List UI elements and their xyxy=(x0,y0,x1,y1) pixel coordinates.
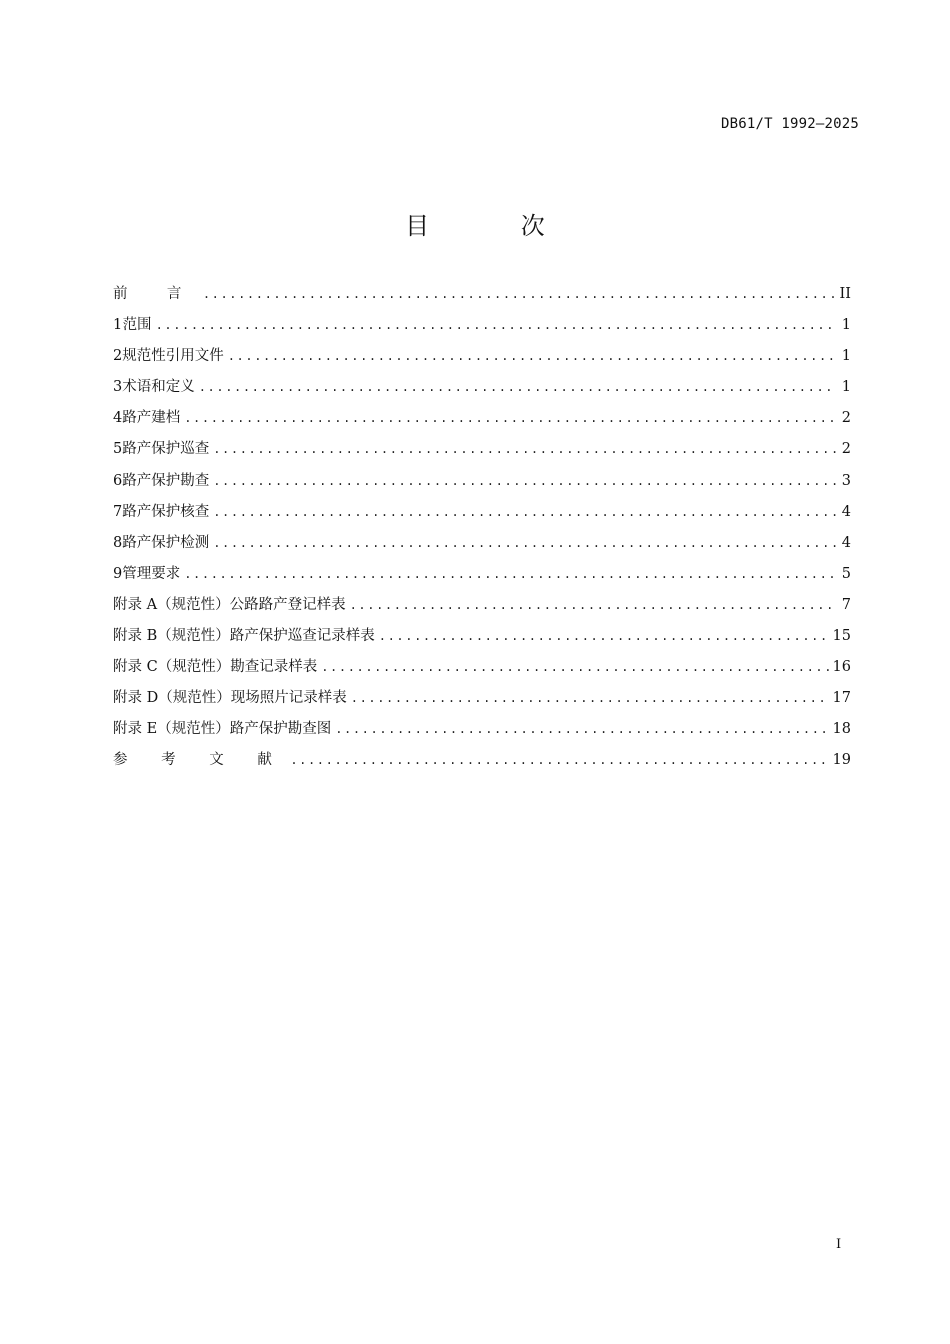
page-title: 目 次 xyxy=(405,212,587,240)
toc-page-number: 3 xyxy=(841,472,851,489)
toc-section-number: 3 xyxy=(113,379,123,396)
toc-section-number: 5 xyxy=(113,441,123,458)
leader-dots xyxy=(290,753,828,767)
toc-annex-id: 附录 C xyxy=(113,659,158,676)
toc-entry-7[interactable] xyxy=(113,500,851,531)
leader-dots xyxy=(350,598,837,612)
leader-dots xyxy=(321,660,828,674)
leader-dots xyxy=(184,567,837,581)
toc-section-number: 8 xyxy=(113,534,123,551)
toc-section-number: 1 xyxy=(113,317,123,334)
toc-section-number: 2 xyxy=(113,348,123,365)
leader-dots xyxy=(213,505,837,519)
page-number: I xyxy=(836,1237,842,1252)
toc-label: 路产建档 xyxy=(122,410,181,427)
toc-page-number: 1 xyxy=(841,348,851,365)
toc-entry-8[interactable] xyxy=(113,531,851,562)
toc-annex-id: 附录 A xyxy=(113,596,158,613)
toc-annex-id: 附录 B xyxy=(113,628,158,645)
toc-annex-type: （规范性） xyxy=(157,659,231,676)
toc-label: 前 言 xyxy=(113,286,199,302)
toc-entry-4[interactable] xyxy=(113,406,851,437)
toc-annex-id: 附录 D xyxy=(113,690,159,707)
toc-page-number: 7 xyxy=(841,596,851,613)
leader-dots xyxy=(335,722,828,736)
toc-label: 现场照片记录样表 xyxy=(230,690,347,707)
toc-section-number: 6 xyxy=(113,472,123,489)
toc-entry-6[interactable] xyxy=(113,469,851,500)
leader-dots xyxy=(156,318,837,332)
toc-page-number: 1 xyxy=(841,379,851,396)
toc-entry-annex-a[interactable] xyxy=(113,593,851,624)
toc-page-number: 4 xyxy=(841,503,851,520)
toc-annex-type: （规范性） xyxy=(157,596,230,613)
toc-label: 公路路产登记样表 xyxy=(229,596,346,613)
toc-section-number: 9 xyxy=(113,565,123,582)
toc-page-number: 2 xyxy=(841,441,851,458)
table-of-contents xyxy=(113,282,851,780)
toc-section-number: 4 xyxy=(113,410,123,427)
toc-page-number: 5 xyxy=(841,565,851,582)
toc-entry-9[interactable] xyxy=(113,562,851,593)
toc-entry-annex-e[interactable] xyxy=(113,717,851,748)
document-code: DB61/T 1992—2025 xyxy=(720,116,859,132)
toc-entry-1[interactable] xyxy=(113,313,851,344)
toc-label: 规范性引用文件 xyxy=(122,348,224,365)
toc-annex-id: 附录 E xyxy=(113,721,158,738)
toc-entry-5[interactable] xyxy=(113,437,851,468)
toc-entry-3[interactable] xyxy=(113,375,851,406)
leader-dots xyxy=(184,411,837,425)
leader-dots xyxy=(199,380,837,394)
toc-label: 范围 xyxy=(122,317,152,334)
leader-dots xyxy=(213,442,837,456)
toc-entry-annex-c[interactable] xyxy=(113,655,851,686)
toc-label: 路产保护巡查 xyxy=(122,441,210,458)
toc-entry-foreword[interactable] xyxy=(113,282,851,313)
toc-page-number: 2 xyxy=(841,410,851,427)
leader-dots xyxy=(213,474,837,488)
toc-page-number: 16 xyxy=(832,659,851,676)
toc-page-number: 15 xyxy=(832,628,851,645)
toc-label: 路产保护勘查图 xyxy=(229,721,332,738)
toc-entry-annex-d[interactable] xyxy=(113,686,851,717)
toc-annex-type: （规范性） xyxy=(157,628,230,645)
toc-annex-type: （规范性） xyxy=(158,690,231,707)
toc-label: 管理要求 xyxy=(122,565,181,582)
toc-page-number: 1 xyxy=(841,317,851,334)
toc-label: 路产保护勘查 xyxy=(122,472,210,489)
toc-label: 参 考 文 献 xyxy=(113,752,287,769)
toc-section-number: 7 xyxy=(113,503,123,520)
toc-label: 路产保护核查 xyxy=(122,503,210,520)
toc-annex-type: （规范性） xyxy=(157,721,230,738)
toc-page-number: 18 xyxy=(832,721,851,738)
leader-dots xyxy=(379,629,829,643)
toc-page-number: 17 xyxy=(832,690,851,707)
toc-label: 路产保护检测 xyxy=(122,534,210,551)
leader-dots xyxy=(228,349,837,363)
toc-label: 路产保护巡查记录样表 xyxy=(229,628,375,645)
toc-entry-references[interactable] xyxy=(113,748,851,779)
toc-entry-annex-b[interactable] xyxy=(113,624,851,655)
toc-label: 勘查记录样表 xyxy=(230,659,318,676)
toc-page-number: 4 xyxy=(841,534,851,551)
leader-dots xyxy=(351,691,829,705)
toc-page-number: II xyxy=(839,286,851,302)
leader-dots xyxy=(213,536,837,550)
leader-dots xyxy=(203,287,836,301)
toc-page-number: 19 xyxy=(832,752,851,769)
toc-label: 术语和定义 xyxy=(122,379,195,396)
toc-entry-2[interactable] xyxy=(113,344,851,375)
